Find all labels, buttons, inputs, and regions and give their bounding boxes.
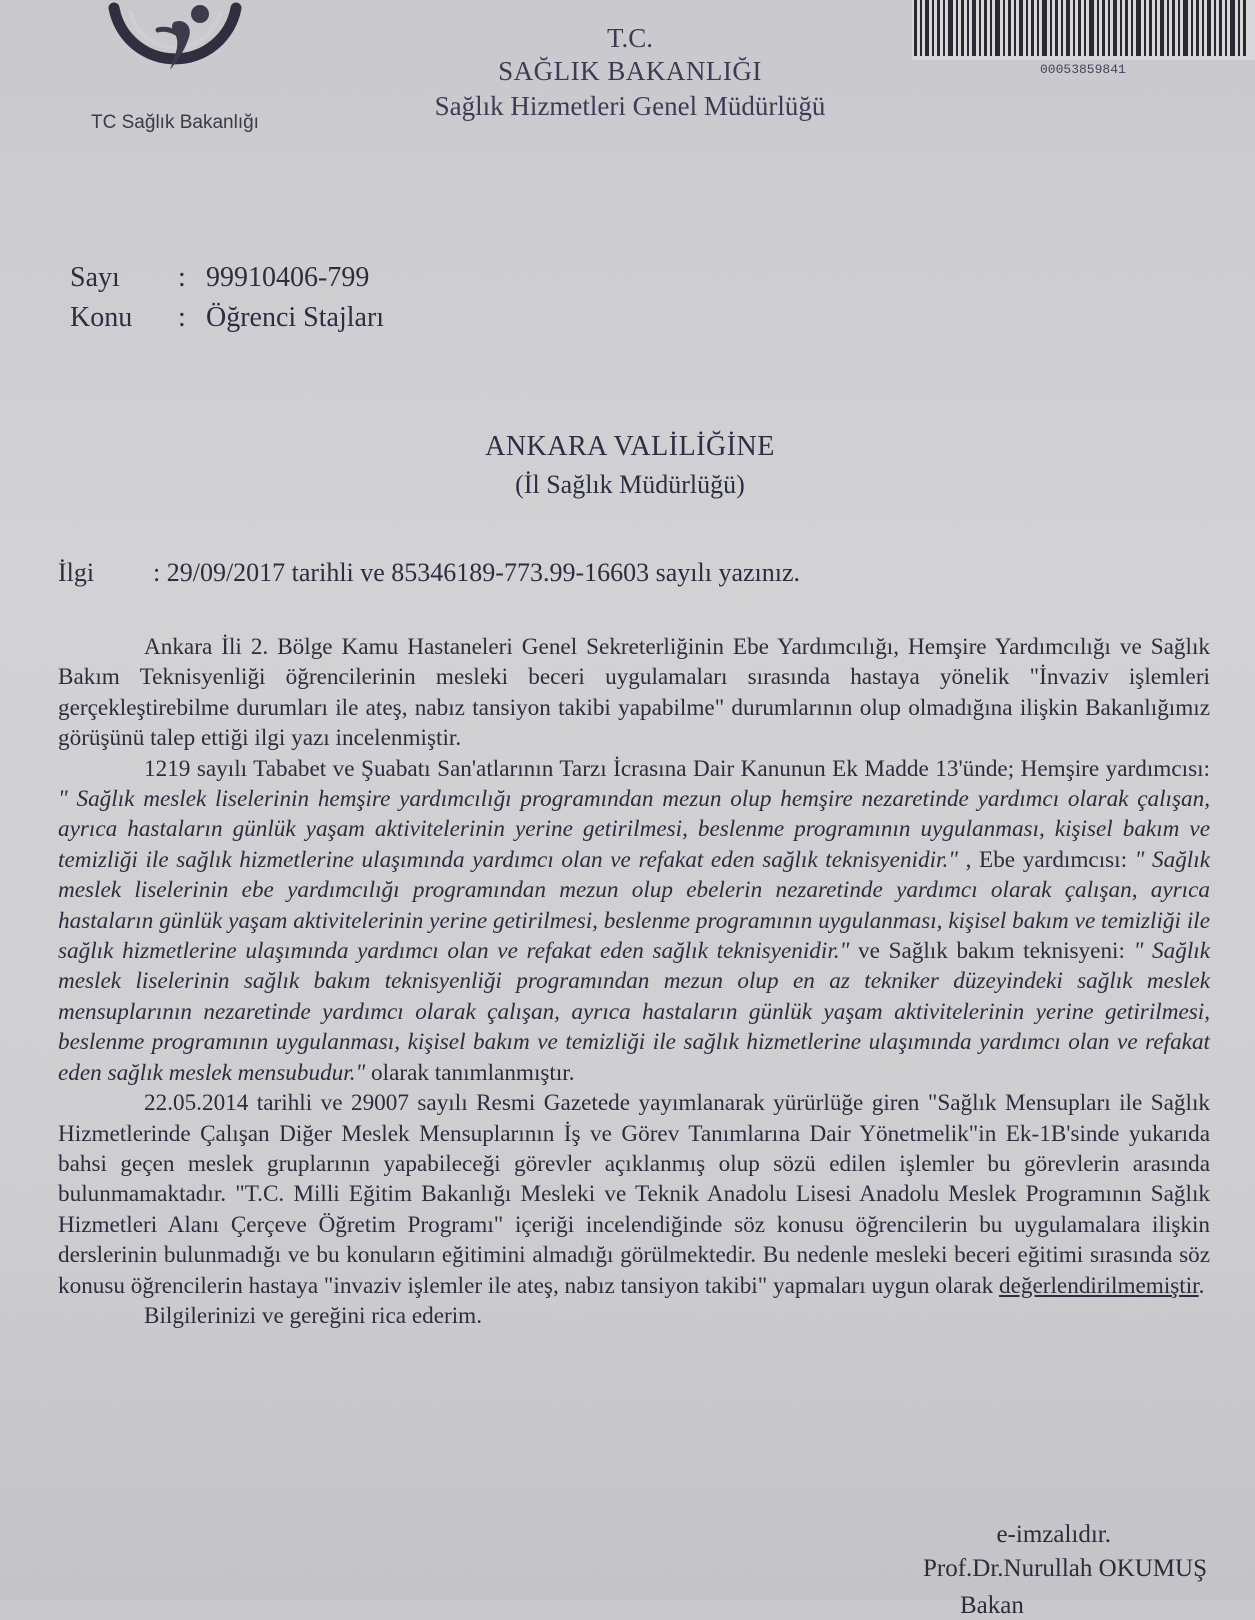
p3-period: . xyxy=(1198,1272,1205,1299)
e-signature-note: e-imzalıdır. xyxy=(996,1521,1111,1548)
p2-link-1: , Ebe yardımcısı: xyxy=(958,846,1135,873)
konu-value: Öğrenci Stajları xyxy=(206,302,385,333)
signatory-title-partial: Bakan xyxy=(960,1592,1024,1619)
p2-quote-midwife-assistant: " Sağlık meslek liselerinin ebe yardımcılığı programından mezun olup ebelerin nezaretinde yardımcı olarak çalışan, ayrıca hastaların günlük yaşam aktivitelerinin yerine getirilmesi, beslenme programının uygulanması, kişisel bakım ve temizliği ile sağlık hizmetlerine ulaşımında yardımcı olan ve refakat eden sağlık teknisyenidir." xyxy=(58,846,1210,965)
sayi-value: 99910406-799 xyxy=(206,262,370,293)
letterhead-line-tc: T.C. xyxy=(607,23,653,53)
recipient xyxy=(380,428,880,504)
recipient-unit: (İl Sağlık Müdürlüğü) xyxy=(515,470,745,499)
p2-intro: 1219 sayılı Tababet ve Şuabatı San'atlarının Tarzı İcrasına Dair Kanunun Ek Madde 13'ünde; Hemşire yardımcısı: xyxy=(144,755,1210,782)
letterhead-ministry: SAĞLIK BAKANLIĞI xyxy=(498,56,762,86)
letterhead xyxy=(380,22,880,124)
paragraph-4: Bilgilerinizi ve gereğini rica ederim. xyxy=(144,1302,483,1329)
sayi-row xyxy=(70,258,384,298)
reference-value: : 29/09/2017 tarihli ve 85346189-773.99-16603 sayılı yazınız. xyxy=(153,558,801,587)
p2-quote-nurse-assistant: " Sağlık meslek liselerinin hemşire yardımcılığı programından mezun olup hemşire nezaretinde yardımcı olarak çalışan, ayrıca hastaların günlük yaşam aktivitelerinin yerine getirilmesi, beslenme programının uygulanması, kişisel bakım ve temizliği ile sağlık hizmetlerine ulaşımında yardımcı olan ve refakat eden sağlık teknisyenidir." xyxy=(58,786,1210,873)
paragraph-2 xyxy=(58,754,1210,1088)
konu-row xyxy=(70,298,384,338)
logo-caption: TC Sağlık Bakanlığı xyxy=(91,112,259,133)
reference-label: İlgi xyxy=(58,558,95,587)
ministry-logo xyxy=(70,0,280,140)
document-meta xyxy=(70,258,384,338)
konu-colon: : xyxy=(178,302,186,333)
p2-outro: olarak tanımlanmıştır. xyxy=(365,1059,575,1086)
p3-underlined-word: değerlendirilmemiştir xyxy=(999,1272,1199,1299)
p2-quote-care-technician: " Sağlık meslek liselerinin sağlık bakım teknisyenliği programından mezun olup en az tekniker düzeyindeki sağlık meslek mensuplarının nezaretinde yardımcı olarak çalışan, ayrıca hastaların günlük yaşam aktivitelerinin yerine getirilmesi, beslenme programının uygulanması, kişisel bakım ve temizliği ile sağlık hizmetlerine ulaşımında yardımcı olan ve refakat eden sağlık meslek mensubudur." xyxy=(58,938,1210,1086)
konu-label: Konu xyxy=(70,302,133,333)
paragraph-3 xyxy=(58,1088,1210,1301)
p3-text: 22.05.2014 tarihli ve 29007 sayılı Resmi Gazetede yayımlanarak yürürlüğe giren "Sağlık Mensupları ile Sağlık Hizmetlerinde Çalışan Diğer Meslek Mensuplarının İş ve Görev Tanımlarına Dair Yönetmelik"in Ek-1B'sinde yukarıda bahsi geçen meslek gruplarının yapabileceği görevler açıklanmış olup sözü edilen işlemler bu görevlerin arasında bulunmamaktadır. "T.C. Milli Eğitim Bakanlığı Mesleki ve Teknik Anadolu Lisesi Anadolu Meslek Programının Sağlık Hizmetleri Alanı Çerçeve Öğretim Programı" içeriği incelendiğinde söz konusu öğrencilerin bu uygulamalara ilişkin derslerinin bulunmadığı ve bu konuların eğitimini almadığı görülmektedir. Bu nedenle mesleki beceri eğitimi sırasında söz konusu öğrencilerin hastaya "invaziv işlemler ile ateş, nabız tansiyon takibi" yapmaları uygun olarak xyxy=(58,1090,1210,1299)
ministry-emblem-icon xyxy=(100,0,250,112)
sayi-colon: : xyxy=(178,262,186,293)
barcode-icon xyxy=(912,0,1255,60)
letter-body xyxy=(58,632,1210,1331)
paragraph-1: Ankara İli 2. Bölge Kamu Hastaneleri Genel Sekreterliğinin Ebe Yardımcılığı, Hemşire Yardımcılığı ve Sağlık Bakım Teknisyenliği öğrencilerinin mesleki beceri uygulamaları sırasında hastaya yönelik "İnvaziv işlemleri gerçekleştirebilme durumları ile ateş, nabız tansiyon takibi yapabilme" durumlarının olup olmadığına ilişkin Bakanlığımız görüşünü talep ettiği ilgi yazı incelenmiştir. xyxy=(58,634,1210,752)
sayi-label: Sayı xyxy=(70,262,120,293)
letterhead-directorate: Sağlık Hizmetleri Genel Müdürlüğü xyxy=(434,91,826,121)
signatory-name: Prof.Dr.Nurullah OKUMUŞ xyxy=(922,1555,1207,1582)
p2-link-2: ve Sağlık bakım teknisyeni: xyxy=(849,938,1134,965)
signature-block xyxy=(923,1518,1207,1586)
reference-line xyxy=(58,558,800,588)
barcode-number: 00053859841 xyxy=(1040,62,1126,77)
recipient-name: ANKARA VALİLİĞİNE xyxy=(485,431,775,462)
